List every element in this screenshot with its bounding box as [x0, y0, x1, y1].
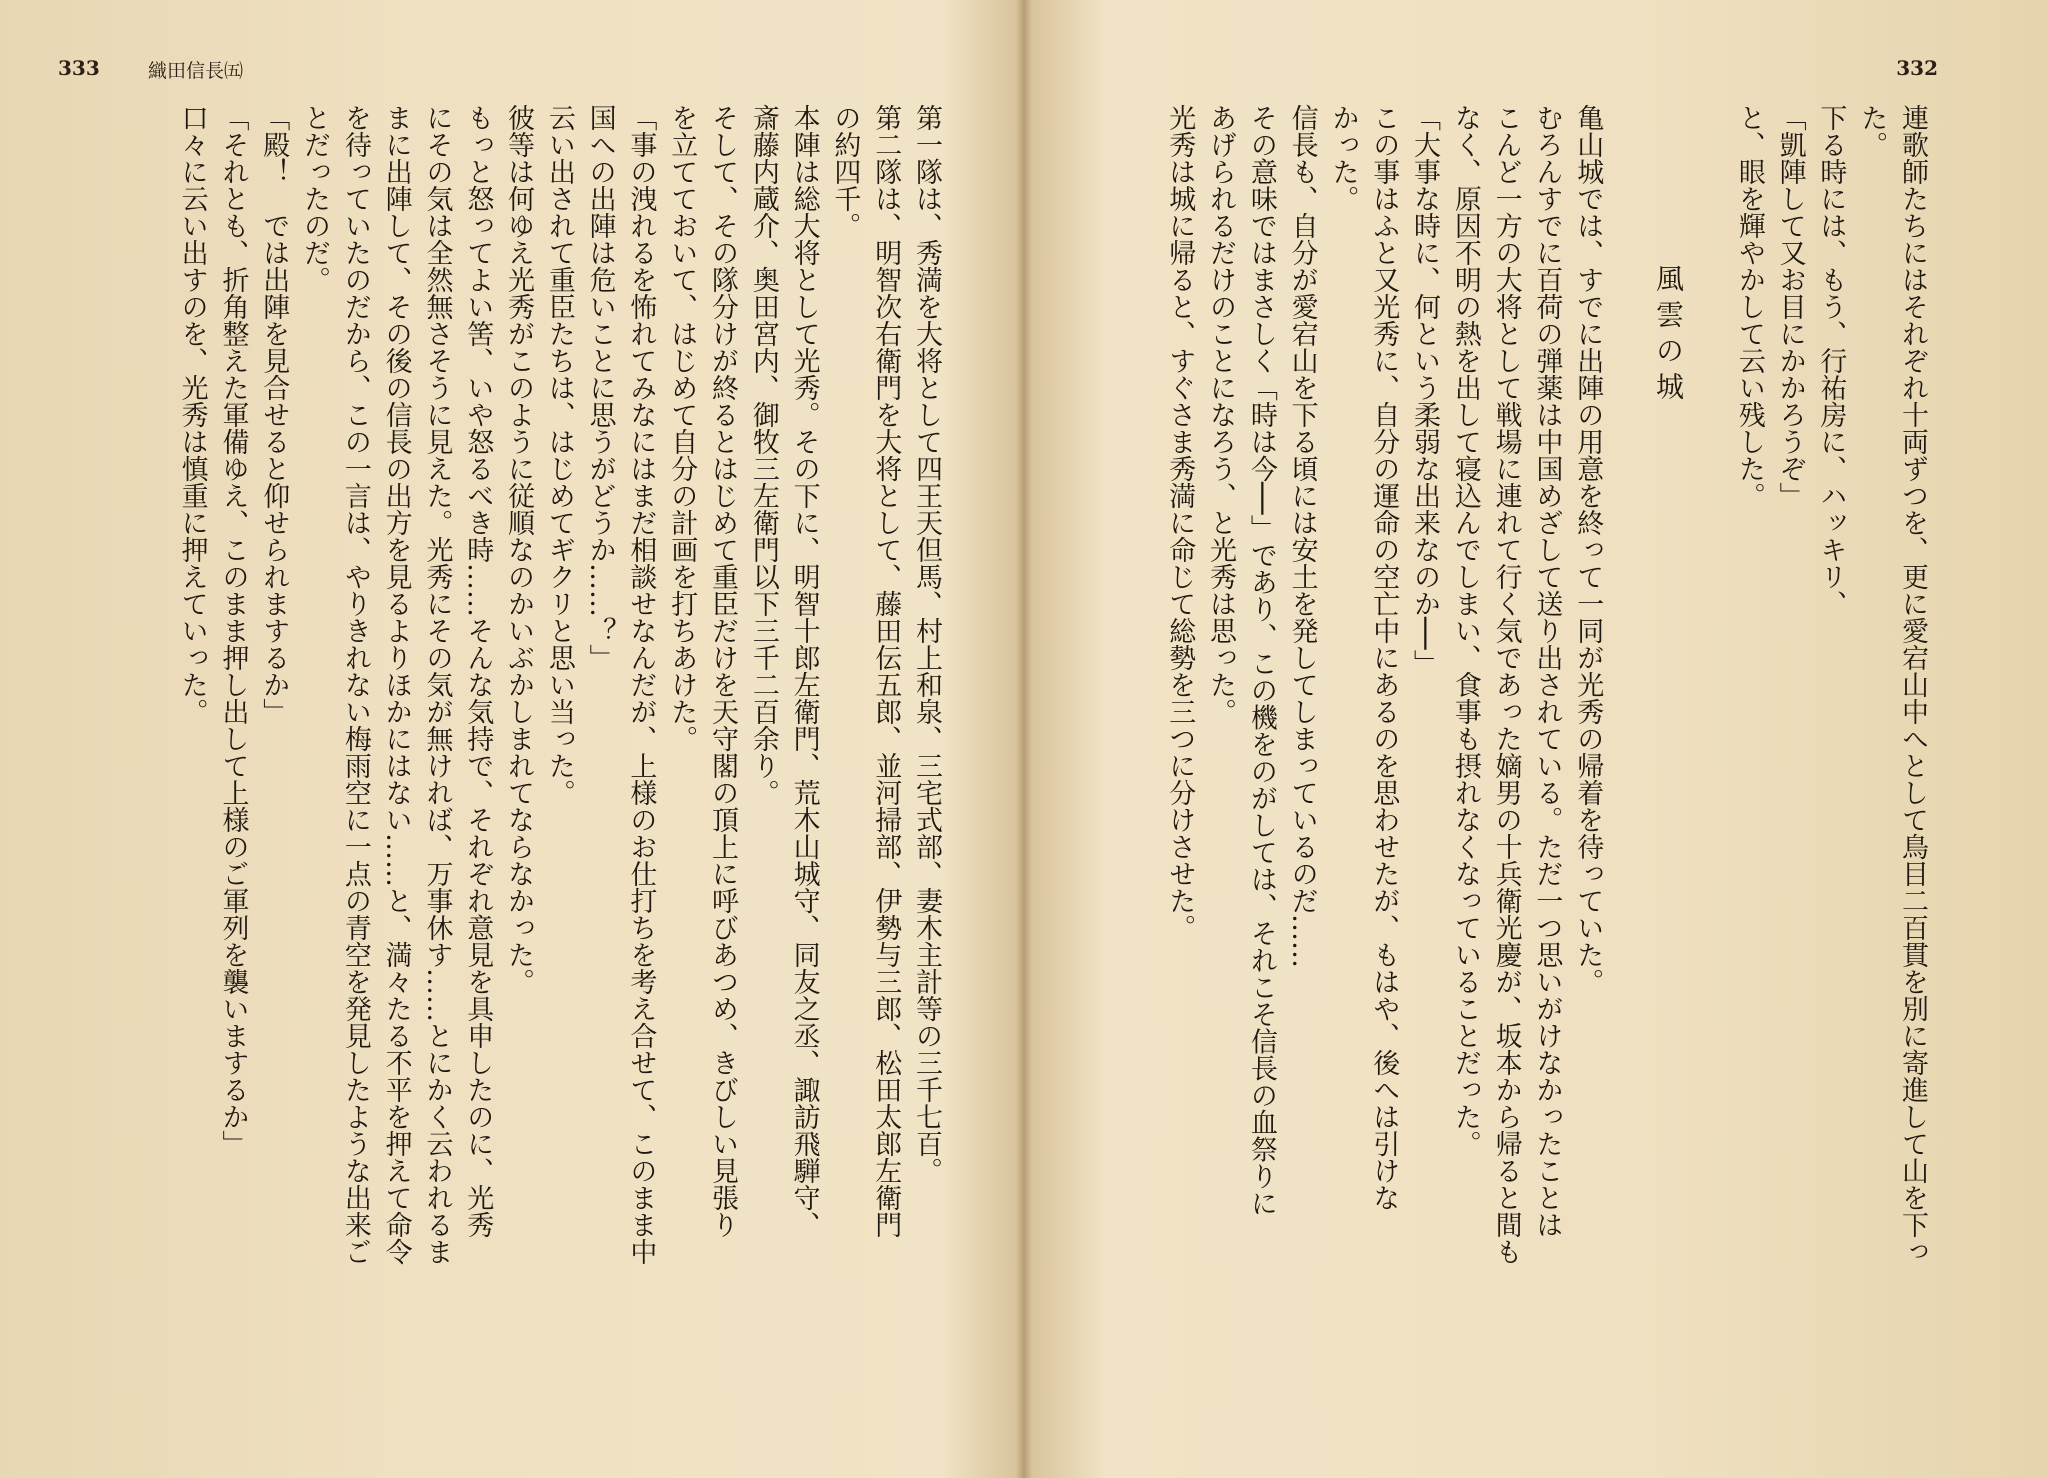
text-line: と、眼を輝やかして云い残した。 [1733, 104, 1765, 509]
text-line: そして、その隊分けが終るとはじめて重臣だけを天守閣の頂上に呼びあつめ、きびしい見張り [707, 104, 739, 1238]
section-heading: 風雲の城 [1652, 264, 1686, 408]
running-head: 織田信長㈤ [148, 60, 244, 82]
text-line: 口々に云い出すのを、光秀は慎重に押えていった。 [176, 104, 208, 725]
text-line: こんど一方の大将として戦場に連れて行く気であった嫡男の十兵衛光慶が、坂本から帰ると間も [1490, 104, 1522, 1265]
text-line: 第一隊は、秀満を大将として四王天但馬、村上和泉、三宅式部、妻木主計等の三千七百。 [911, 104, 942, 1184]
text-line: の約四千。 [829, 104, 861, 239]
text-line: 「それとも、折角整えた軍備ゆえ、このまま押し出して上様のご軍列を襲いまするか」 [217, 104, 249, 1157]
text-line: 「事の洩れるを怖れてみなにはまだ相談せなんだが、上様のお仕打ちを考え合せて、このまま中 [625, 104, 657, 1265]
left-page [0, 0, 1004, 1478]
text-line: なく、原因不明の熱を出して寝込んでしまい、食事も摂れなくなっていることだった。 [1449, 104, 1481, 1157]
text-line: 連歌師たちにはそれぞれ十両ずつを、更に愛宕山中へとして鳥目二百貫を別に寄進して山を下っ [1897, 104, 1928, 1265]
section-gap [1607, 104, 1647, 1424]
text-line: 第二隊は、明智次右衛門を大将として、藤田伝五郎、並河掃部、伊勢与三郎、松田太郎左衛門 [870, 104, 902, 1238]
text-line: 本陣は総大将として光秀。その下に、明智十郎左衛門、荒木山城守、同友之丞、諏訪飛騨守、 [788, 104, 820, 1238]
text-line: その意味ではまさしく「時は今──」であり、この機をのがしては、それこそ信長の血祭りに [1245, 104, 1277, 1217]
text-line: を立てておいて、はじめて自分の計画を打ちあけた。 [666, 104, 698, 752]
text-line: とだったのだ。 [299, 104, 331, 293]
text-line: もっと怒ってよい筈、いや怒るべき時……そんな気持で、それぞれ意見を具申したのに、光秀 [462, 104, 494, 1238]
text-line: を待っていたのだから、この一言は、やりきれない梅雨空に一点の青空を発見したような出来ご [339, 104, 371, 1265]
text-line: 信長も、自分が愛宕山を下る頃には安土を発してしまっているのだ…… [1286, 104, 1318, 968]
text-line: 「凱陣して又お目にかかろうぞ」 [1774, 104, 1806, 509]
text-line: むろんすでに百荷の弾薬は中国めざして送り出されている。ただ一つ思いがけなかったことは [1531, 104, 1563, 1238]
text-line: あげられるだけのことになろう、と光秀は思った。 [1205, 104, 1237, 725]
left-page-body [46, 104, 946, 1424]
text-line: 光秀は城に帰ると、すぐさま秀満に命じて総勢を三つに分けさせた。 [1164, 104, 1196, 941]
text-line: 下る時には、もう、行祐房に、ハッキリ、 [1815, 104, 1847, 617]
right-page-number: 332 [1896, 56, 1938, 80]
text-line: 斎藤内蔵介、奥田宮内、御牧三左衛門以下三千二百余り。 [747, 104, 779, 806]
right-page-body [1052, 104, 1932, 1424]
text-line: た。 [1856, 104, 1888, 158]
section-gap [1688, 104, 1728, 1424]
right-page [1004, 0, 2048, 1478]
text-line: にその気は全然無さそうに見えた。光秀にその気が無ければ、万事休す……とにかく云われるま [421, 104, 453, 1265]
text-line: 云い出されて重臣たちは、はじめてギクリと思い当った。 [543, 104, 575, 806]
left-page-number: 333 [58, 56, 100, 80]
text-line: かった。 [1327, 104, 1359, 212]
text-line: まに出陣して、その後の信長の出方を見るよりほかにはない……と、満々たる不平を押えて命令 [380, 104, 412, 1265]
text-line: この事はふと又光秀に、自分の運命の空亡中にあるのを思わせたが、もはや、後へは引けな [1368, 104, 1400, 1211]
text-line: 国への出陣は危いことに思うがどうか……？」 [584, 104, 616, 671]
text-line: 「殿！ では出陣を見合せると仰せられまするか」 [258, 104, 290, 725]
text-line: 「大事な時に、何という柔弱な出来なのか──」 [1409, 104, 1441, 677]
text-line: 彼等は何ゆえ光秀がこのように従順なのかいぶかしまれてならなかった。 [503, 104, 535, 995]
text-line: 亀山城では、すでに出陣の用意を終って一同が光秀の帰着を待っていた。 [1572, 104, 1604, 995]
